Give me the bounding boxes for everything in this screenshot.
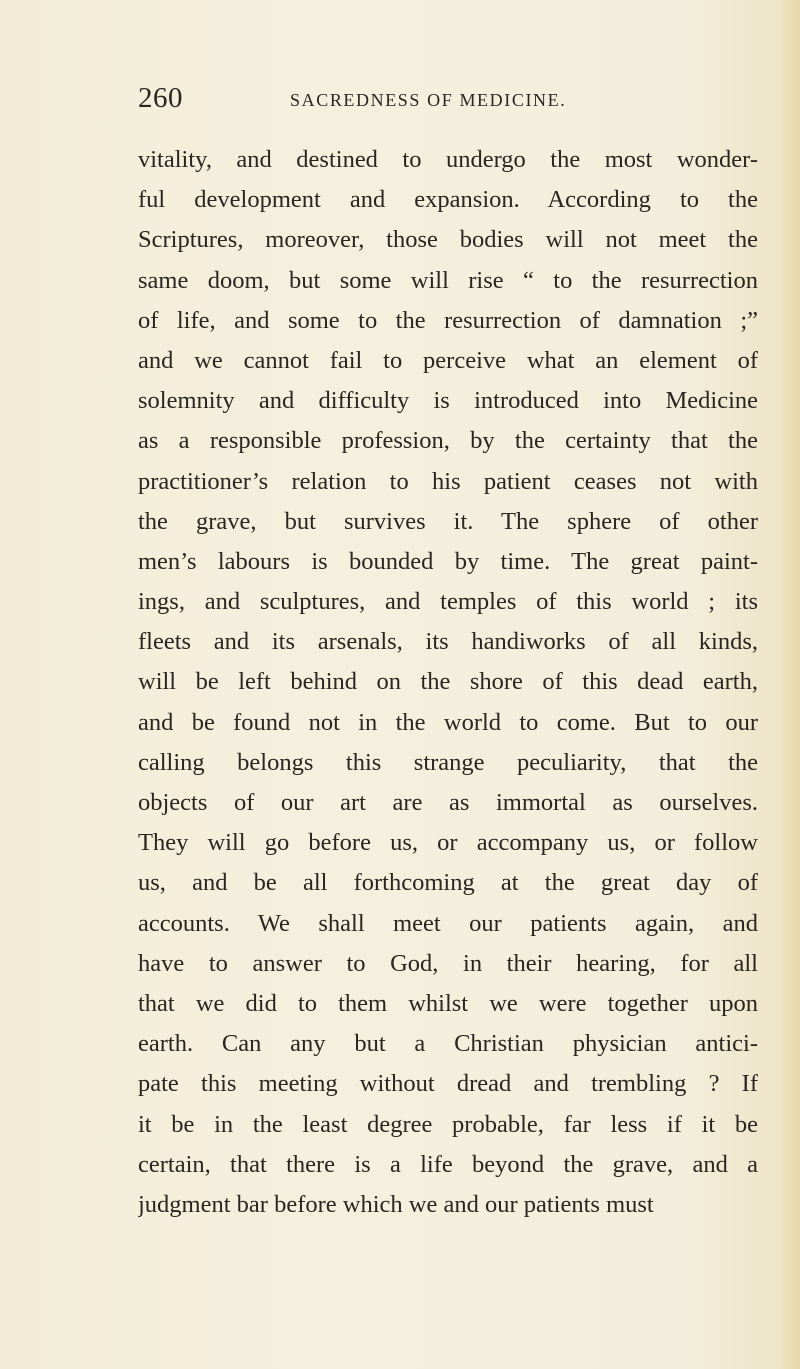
- text-line: fleets and its arsenals, its handiworks of all kinds,: [138, 628, 758, 656]
- text-line: vitality, and destined to undergo the most wonder-: [138, 146, 758, 173]
- text-line: ings, and sculptures, and temples of this world ; its: [138, 588, 758, 616]
- text-line: have to answer to God, in their hearing, for all: [138, 949, 758, 977]
- text-line: Scriptures, moreover, those bodies will not meet the: [138, 226, 758, 254]
- text-line: solemnity and difficulty is introduced into Medicine: [138, 387, 758, 415]
- text-line: the grave, but survives it. The sphere of other: [138, 507, 758, 535]
- text-line: us, and be all forthcoming at the great day of: [138, 869, 758, 897]
- text-line: and we cannot fail to perceive what an element of: [138, 346, 758, 374]
- text-line: calling belongs this strange peculiarity, that the: [138, 748, 758, 776]
- text-line: will be left behind on the shore of this dead earth,: [138, 668, 758, 696]
- text-line: same doom, but some will rise “ to the resurrection: [138, 266, 758, 294]
- text-line: ful development and expansion. According to the: [138, 186, 758, 214]
- text-line: judgment bar before which we and our patients must: [138, 1190, 654, 1218]
- text-line: certain, that there is a life beyond the grave, and a: [138, 1150, 758, 1178]
- text-line: accounts. We shall meet our patients again, and: [138, 909, 758, 937]
- text-line: pate this meeting without dread and trembling ? If: [138, 1070, 758, 1098]
- text-line: it be in the least degree probable, far less if it be: [138, 1110, 758, 1138]
- page-number: 260: [138, 82, 183, 114]
- text-line: as a responsible profession, by the certainty that the: [138, 427, 758, 455]
- page-edge: [778, 0, 800, 1369]
- text-line: earth. Can any but a Christian physician antici-: [138, 1030, 758, 1058]
- text-line: They will go before us, or accompany us, or follow: [138, 829, 758, 857]
- text-line: of life, and some to the resurrection of damnation ;”: [138, 306, 758, 334]
- text-line: and be found not in the world to come. But to our: [138, 708, 758, 736]
- page-header: [138, 82, 758, 122]
- text-line: objects of our art are as immortal as ourselves.: [138, 789, 758, 816]
- text-line: men’s labours is bounded by time. The great paint-: [138, 547, 758, 575]
- text-line: practitioner’s relation to his patient ceases not with: [138, 467, 758, 495]
- text-line: that we did to them whilst we were together upon: [138, 989, 758, 1017]
- running-head: SACREDNESS OF MEDICINE.: [290, 90, 567, 110]
- body-text: [138, 140, 758, 1225]
